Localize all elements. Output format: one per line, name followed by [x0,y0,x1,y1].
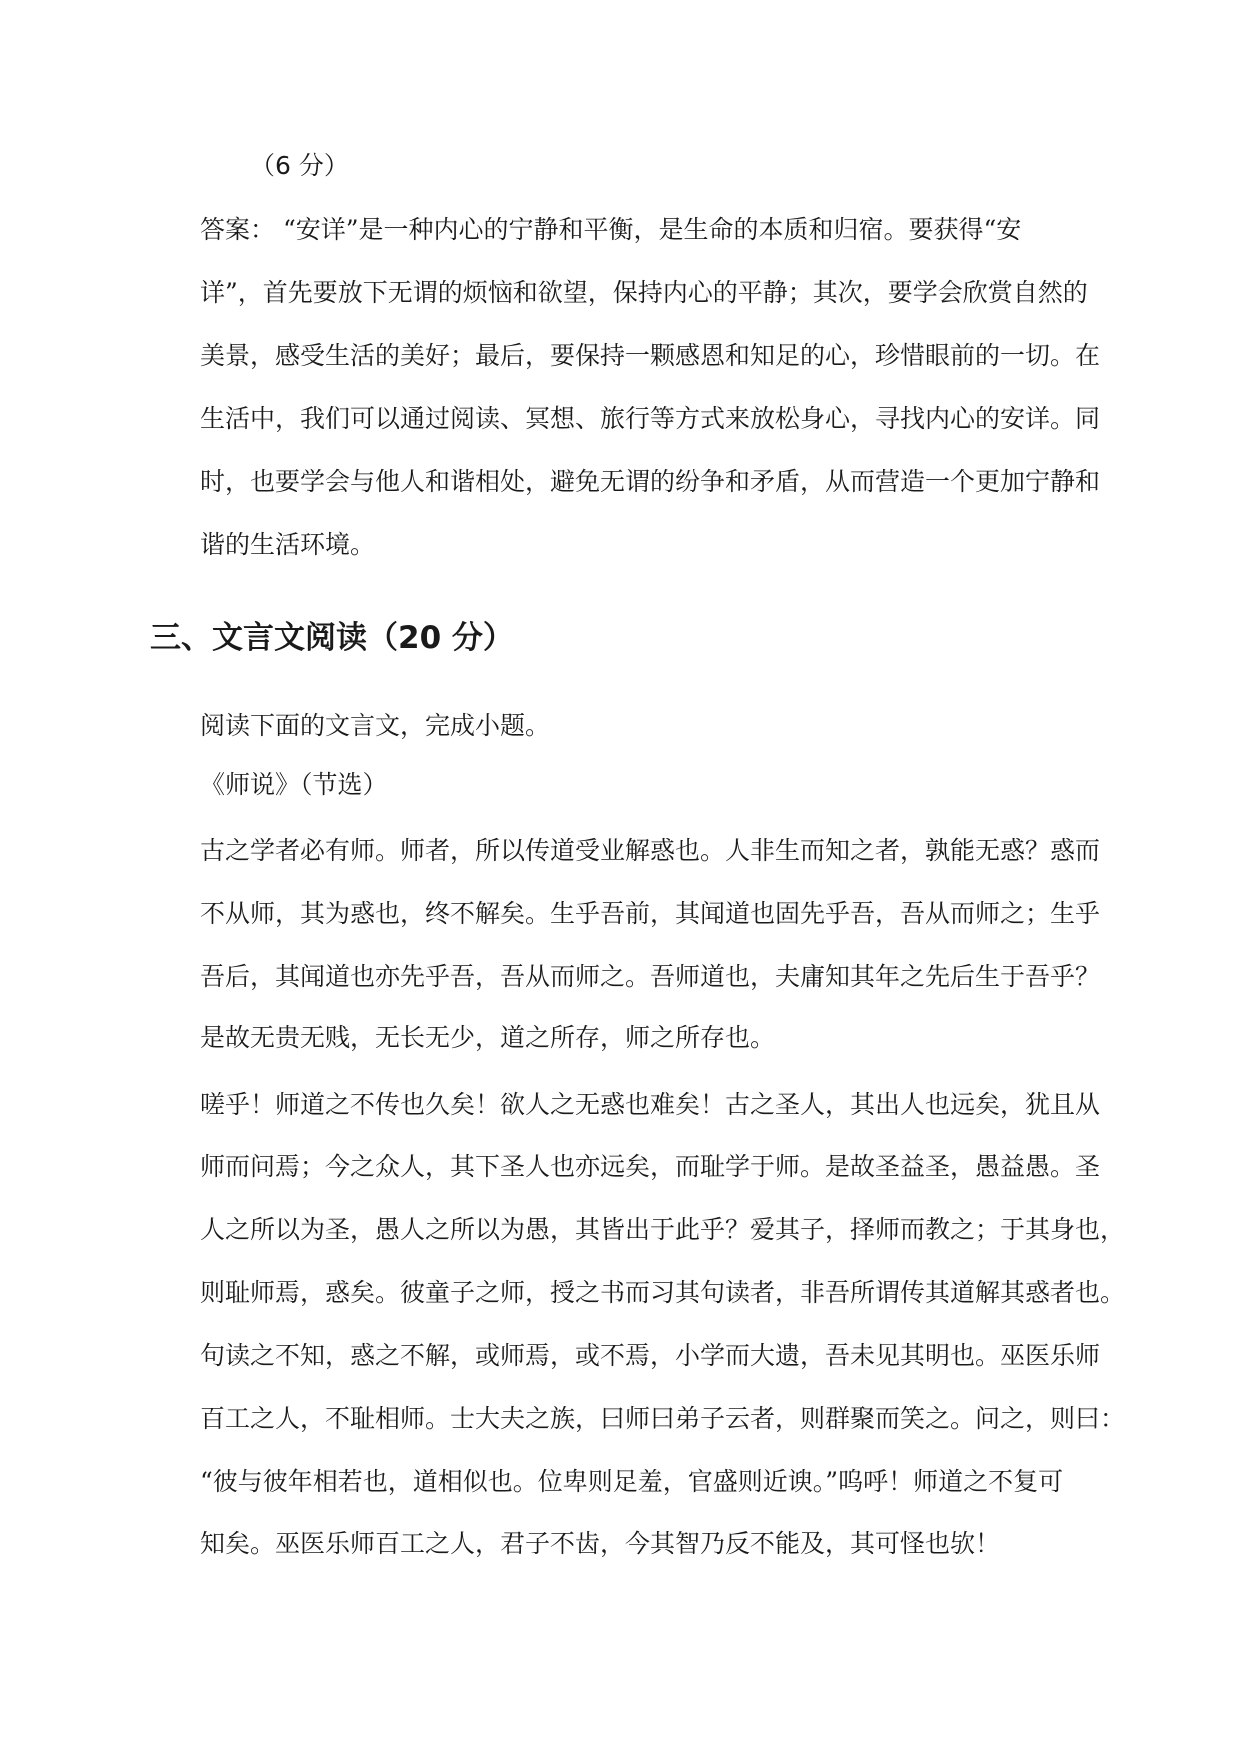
passage-line: 知矣。巫医乐师百工之人，君子不齿，今其智乃反不能及，其可怪也欤！ [200,1529,1001,1558]
passage-line: 吾后，其闻道也亦先乎吾，吾从而师之。吾师道也，夫庸知其年之先后生于吾乎？ [200,962,1101,991]
passage-line: “彼与彼年相若也，道相似也。位卑则足羞，官盛则近谀。”呜呼！师道之不复可 [200,1467,1064,1496]
passage-line: 人之所以为圣，愚人之所以为愚，其皆出于此乎？爱其子，择师而教之；于其身也， [200,1215,1126,1244]
passage-line: 百工之人，不耻相师。士大夫之族，曰师曰弟子云者，则群聚而笑之。问之，则曰： [200,1404,1126,1433]
passage-title: 《师说》（节选） [200,770,388,799]
passage-line: 不从师，其为惑也，终不解矣。生乎吾前，其闻道也固先乎吾，吾从而师之；生乎 [200,899,1101,928]
passage-line: 句读之不知，惑之不解，或师焉，或不焉，小学而大遗，吾未见其明也。巫医乐师 [200,1341,1101,1370]
passage-line: 则耻师焉，惑矣。彼童子之师，授之书而习其句读者，非吾所谓传其道解其惑者也。 [200,1278,1126,1307]
answer-line: 生活中，我们可以通过阅读、冥想、旅行等方式来放松身心，寻找内心的安详。同 [200,404,1101,433]
passage-line: 是故无贵无贱，无长无少，道之所存，师之所存也。 [200,1023,776,1052]
answer-line: 答案： “安详”是一种内心的宁静和平衡，是生命的本质和归宿。要获得“安 [200,215,1022,244]
passage-line: 师而问焉；今之众人，其下圣人也亦远矣，而耻学于师。是故圣益圣，愚益愚。圣 [200,1152,1101,1181]
answer-line: 详”，首先要放下无谓的烦恼和欲望，保持内心的平静；其次，要学会欣赏自然的 [200,278,1088,307]
answer-line: 谐的生活环境。 [200,530,376,559]
passage-line: 古之学者必有师。师者，所以传道受业解惑也。人非生而知之者，孰能无惑？惑而 [200,836,1101,865]
section-heading: 三、文言文阅读（20 分） [150,620,514,656]
score-label: （6 分） [250,151,349,180]
answer-line: 美景，感受生活的美好；最后，要保持一颗感恩和知足的心，珍惜眼前的一切。在 [200,341,1101,370]
instruction-text: 阅读下面的文言文，完成小题。 [200,711,551,740]
passage-line: 嗟乎！师道之不传也久矣！欲人之无惑也难矣！古之圣人，其出人也远矣，犹且从 [200,1090,1101,1119]
answer-line: 时，也要学会与他人和谐相处，避免无谓的纷争和矛盾，从而营造一个更加宁静和 [200,467,1101,496]
